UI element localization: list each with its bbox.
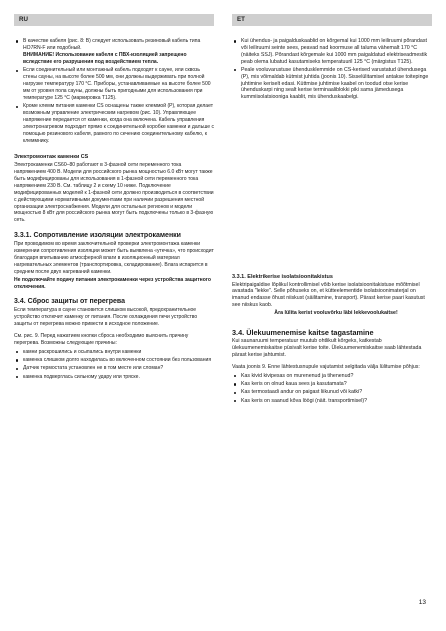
et-paragraph-insulation: Elektripaigaldise lõplikul kontrollimisel võib kerise isolatsioonitakistuse mõõtmisel avastada "lekke". Selle põhuseks on, et kütteelementide isolatsioonimaterjal on imanud endasse õhust niiskust (säilitamine, transport). Pärast kerise paari kasutust see niiskus kaob.: [232, 281, 425, 309]
list-item: Kui ühendus- ja paigalduskaablid on kõrgemal kui 1000 mm leiliruumi põrandast või leiliruumi seinte sees, peavad nad koormuse all taluma vähemalt 170 °C (näiteks SSJ). Põrandast kõrgemale kui 1000 mm paigaldatud elektriseadmestik peab olema lubatud kasutamiseks temperatuuril 125 °C (märgistus T125).: [232, 38, 432, 65]
list-item: каменка слишком долго находилась во включенном состоянии без пользования: [14, 357, 214, 364]
et-paragraph-overheat-2: Vaata joonis 9. Enne lähtestusnupule vajutamist selgitada välja lülitumise põhjus:: [232, 364, 420, 371]
et-paragraph-overheat-1: Kui saunaruumi temperatuur muutub ohtlikult kõrgeks, katkestab ülekuumenemiskaitse püsivalt kerise toite. Ülekuumenemiskaitse saab lähtestada pärast kerise jahtumist.: [232, 338, 422, 358]
list-item: Если соединительный или монтажный кабель подходят к сауне, или сквозь стены сауны, на высоте более 500 мм, они должны выдерживать при полной нагрузке температуру 170 °С. Приборы, устанавливаемые на высоте более 500 мм от уровня пола сауны, должны быть пригодными для использования при температуре 125 °C (маркировка T125).: [14, 67, 214, 102]
list-item: Кроме клемм питания каменки CS оснащены также клеммой (P), которая делает возможным управление электрическим нагревом (рис. 10). Управляющее напряжение передается от каменки, когда она включена. Кабель управления электронагревом подходит прямо к соединительной коробке каменки и дальше с помощью резинового кабеля, равного по сечению соединительному кабелю, к клеммнику.: [14, 103, 214, 144]
list-item: Kas termostaadi andur on paigast liikunud või katki?: [232, 389, 432, 396]
ru-section-heading-overheat: 3.4. Сброс защиты от перегрева: [14, 297, 125, 305]
page-number: 13: [418, 599, 426, 606]
list-item: каменка подверглась сильному удару или тряске.: [14, 374, 214, 381]
column-russian: [14, 38, 214, 382]
list-item: камни раскрошились и осыпались внутри каменки: [14, 349, 214, 356]
et-bullet-list-1: [232, 38, 432, 101]
et-section-heading-insulation: 3.3.1. Elektrikerise isolatsioonitakistus: [232, 273, 333, 280]
ru-bullet-list-2: [14, 349, 214, 381]
ru-warning-pvc: ВНИМАНИЕ! Использование кабеля с ПВХ-изоляцией запрещено вследствие его разрушения под воздействием тепла.: [23, 51, 187, 65]
list-item: Peale vooluvarustuse ühendusklemmide on CS-kerised varustatud ühendusega (P), mis võimaldab kütmist juhtida (joonis 10). Sisselülitamisel antakse toitepinge juhtimine keriselt edasi. Küttmise juhtimise kaabel on toodud otse kerise ühenduskarpi ning sealt kerise terminaaliblokki piki sama jämedusega kummiisolatsiooniga kaablit, mis ühenduskaabelgi.: [232, 67, 432, 101]
language-tab-ru: [14, 14, 214, 26]
et-bullet-list-2: [232, 373, 432, 405]
language-label-et: ET: [237, 16, 245, 23]
ru-cable-text: В качестве кабеля (рис. 8: B) следует использовать резиновый кабель типа HO7RN-F или подобный.: [23, 38, 201, 51]
list-item: [14, 38, 214, 66]
ru-section-heading-insulation: 3.3.1. Сопротивление изоляции электрокаменки: [14, 231, 181, 239]
list-item: Kas keris on saanud kõva löögi (näit. transportimisel)?: [232, 398, 432, 405]
ru-paragraph-wiring: Электрокаменки CS60–80 работают в 3-фазной сети переменного тока напряжением 400 В. Модели для российского рынка мощностью 6.0 кВт могут также быть модифицированы для использования в 1-фазной сети переменного тока напряжением 230 В. См. таблицу 2 и схему 10 ниже. Подключение модифицированных моделей к 1-фазной сети должно производиться в соответствии с действующими нормативными документами при наличии разрешения местной организации электроснабжения. Модели для остальных регионов и модели мощностью 8 кВт для российского рынка могут быть подключены только в 3-фазную сеть.: [14, 162, 214, 224]
et-section-heading-overheat: 3.4. Ülekuumenemise kaitse tagastamine: [232, 327, 374, 337]
ru-warning-rcd: Не подключайте подачу питания электрокаменки через устройства защитного отключения.: [14, 277, 211, 291]
list-item: Датчик термостата установлен не в том месте или сломан?: [14, 365, 214, 372]
ru-paragraph-overheat-1: Если температура в сауне становится слишком высокой, предохранительное устройство отключит каменку от питания. После охлаждения печи устройство защиты от перегрева можно привести в исходное положение.: [14, 307, 198, 327]
language-tab-et: [232, 14, 432, 26]
list-item: Kas kivid kivipesas on murenenud ja tihenenud?: [232, 373, 432, 380]
ru-bullet-list-1: [14, 38, 214, 145]
list-item: Kas keris on olnud kaua sees ja kasutamata?: [232, 381, 432, 388]
column-estonian: [232, 38, 432, 406]
ru-paragraph-overheat-2: См. рис. 9. Перед нажатием кнопки сброса необходимо выяснить причину перегрева. Возможны следующие причины:: [14, 333, 189, 347]
language-label-ru: RU: [19, 16, 28, 23]
et-warning-rcd: Ära lülita kerist vooluvõrku läbi lekkevoolukaitse!: [274, 310, 398, 317]
ru-section-heading-wiring: Электромонтаж каменки CS: [14, 154, 89, 161]
ru-paragraph-insulation: При проводимом во время заключительной проверки электромонтажа каменки измерении сопротивления изоляции может быть выявлена «утечка», что происходит благодаря впитыванию атмосферной влаги в изоляционный материал нагревательных элементов (транспортировка, складирование). Влага испарится в среднем после двух нагреваний каменки.: [14, 241, 214, 275]
